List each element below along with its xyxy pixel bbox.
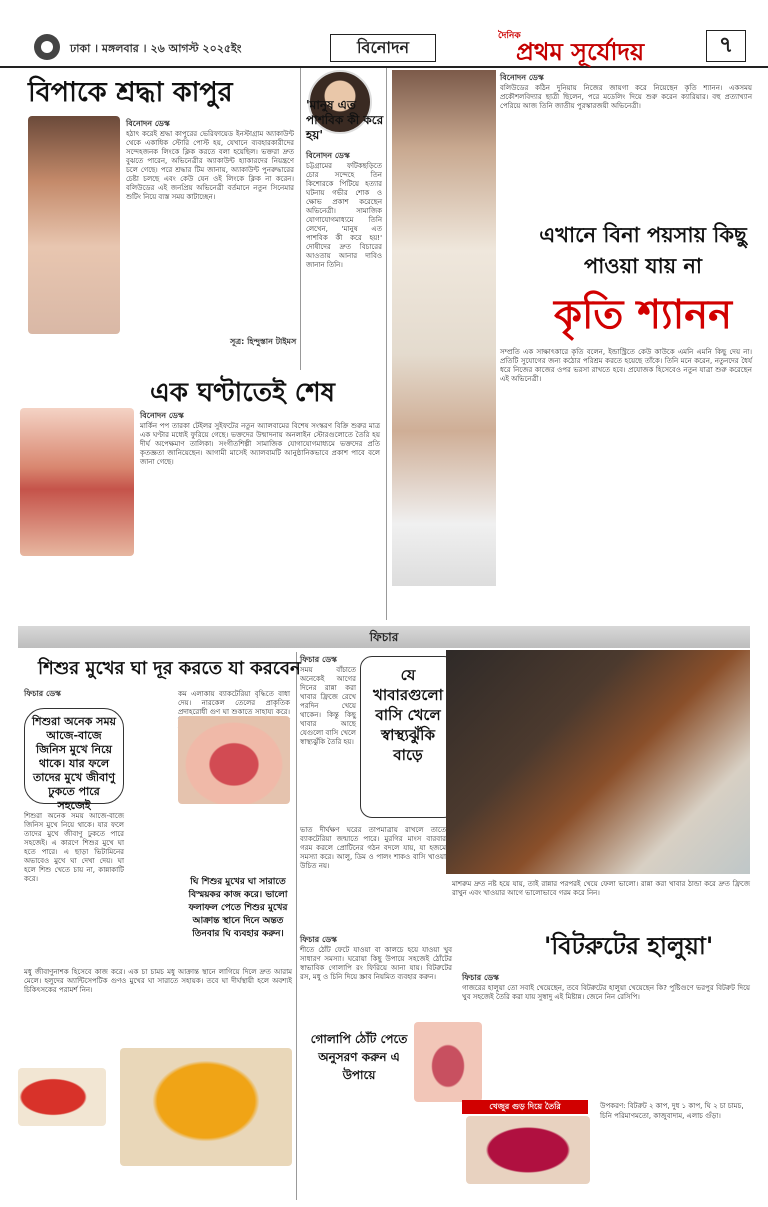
section-title: বিনোদন	[330, 34, 436, 62]
beet-halwa-headline: 'বিটরুটের হালুয়া'	[544, 932, 714, 960]
page-number: ৭	[706, 30, 746, 62]
kriti-name-headline: কৃতি শ্যানন	[554, 292, 732, 338]
child-sores-credit: ফিচার ডেস্ক	[24, 689, 61, 698]
shraddha-headline: বিপাকে শ্রদ্ধা কাপুর	[28, 77, 233, 108]
dateline: ঢাকা । মঙ্গলবার । ২৬ আগস্ট ২০২৫ইং	[70, 42, 242, 55]
stale-food-body-right: মাশরুম দ্রুত নষ্ট হয়ে যায়, তাই রান্নার পরপরই খেয়ে ফেলা ভালো। রান্না করা খাবার ঠান্ডা করে দ্রুত ফ্রিজে রাখুন এবং খাওয়ার আগে ভালোভাবে গরম করে নিন।	[452, 880, 750, 897]
kriti-photo	[392, 70, 496, 586]
stale-food-credit: ফিচার ডেস্ক	[300, 655, 337, 664]
beet-halwa-photo	[466, 1116, 590, 1184]
kriti-credit: বিনোদন ডেস্ক	[500, 73, 544, 82]
shraddha-credit: বিনোদন ডেস্ক	[126, 119, 170, 128]
kriti-body-top: বলিউডের কঠিন দুনিয়ায় নিজের জায়গা করে নিয়েছেন কৃতি শ্যানন। একসময় প্রকৌশলবিদ্যার ছাত্রী ছিলেন, পরে মডেলিং দিয়ে শুরু করেন ক্যারিয়ার। বহু প্রত্যাখ্যান পেরিয়ে আজ তিনি জাতীয় পুরস্কারজয়ী অভিনেত্রী।	[500, 84, 752, 110]
emblem-icon	[34, 34, 60, 60]
lips-highlight: গোলাপি ঠোঁট পেতে অনুসরণ করুন এ উপায়ে	[310, 1032, 408, 1082]
masthead-prefix: দৈনিক	[498, 31, 521, 41]
lips-body: শীতে ঠোঁট ফেটে যাওয়া বা কালচে হয়ে যাওয়া খুব সাধারণ সমস্যা। ঘরোয়া কিছু উপায়ে সহজেই ঠোঁটের স্বাভাবিক গোলাপি রং ফিরিয়ে আনা যায়। বিটরুটের রস, মধু ও চিনি দিয়ে স্ক্রাব নিয়মিত ব্যবহার করুন।	[300, 946, 452, 981]
lips-credit: ফিচার ডেস্ক	[300, 935, 337, 944]
beet-halwa-credit: ফিচার ডেস্ক	[462, 973, 499, 982]
masthead-name: প্রথম সূর্যোদয়	[516, 38, 645, 66]
child-sores-headline: শিশুর মুখের ঘা দূর করতে যা করবেন	[38, 658, 301, 679]
taylor-body: মার্কিন পপ তারকা টেইলর সুইফটের নতুন অ্যালবামের বিশেষ সংস্করণ বিক্রি শুরুর মাত্র এক ঘণ্টার মধ্যেই ফুরিয়ে গেছে। ভক্তদের উন্মাদনায় অনলাইন স্টোরগুলোতে তৈরি হয় দীর্ঘ অপেক্ষমাণ তালিকা। সংগীতশিল্পী সামাজিক যোগাযোগমাধ্যমে ভক্তদের প্রতি কৃতজ্ঞতা জানিয়েছেন। আগামী মাসেই অ্যালবামটি আনুষ্ঠানিকভাবে প্রকাশ পাবে বলে জানা গেছে।	[140, 422, 380, 466]
feature-section-band	[18, 626, 750, 648]
column-divider	[296, 652, 297, 1200]
child-sores-body-bottom: মধু জীবাণুনাশক হিসেবে কাজ করে। এক চা চামচ মধু আক্রান্ত স্থানে লাগিয়ে দিলে দ্রুত আরাম মেলে। হলুদের অ্যান্টিসেপটিক গুণও মুখের ঘা সারাতে সহায়ক। তবে ঘা দীর্ঘস্থায়ী হলে অবশ্যই চিকিৎসকের পরামর্শ নিন।	[24, 968, 292, 994]
child-sores-body-right: কম এলাকায় ব্যাকটেরিয়া বৃদ্ধিতে বাধা দেয়। নারকেল তেলের প্রাকৃতিক প্রদাহরোধী গুণ ঘা শুকাতে সাহায্য করে।	[178, 690, 290, 716]
stale-food-body-middle: ভাত দীর্ঘক্ষণ ঘরের তাপমাত্রায় রাখলে তাতে ব্যাকটেরিয়া জন্মাতে পারে। মুরগির মাংস বারবার গরম করলে প্রোটিনের গঠন বদলে যায়, যা হজমে সমস্যা করে। আলু, ডিম ও পালং শাকও বাসি খাওয়া উচিত নয়।	[300, 826, 446, 870]
column-divider	[386, 68, 387, 620]
quote-credit: বিনোদন ডেস্ক	[306, 151, 350, 160]
beet-halwa-body: গাজরের হালুয়া তো সবাই খেয়েছেন, তবে বিটরুটের হালুয়া খেয়েছেন কি? পুষ্টিগুণে ভরপুর বিটরুট দিয়ে খুব সহজেই তৈরি করা যায় সুস্বাদু এই মিষ্টান্ন। জেনে নিন রেসিপি।	[462, 984, 750, 1001]
masthead	[498, 28, 698, 64]
child-sores-highlight: শিশুরা অনেক সময় আজে-বাজে জিনিস মুখে নিয়ে থাকে। যার ফলে তাদের মুখে জীবাণু ঢুকতে পারে সহজেই	[24, 708, 124, 804]
beet-halwa-tag: খেজুর গুড় দিয়ে তৈরি	[462, 1100, 588, 1114]
tomato-photo	[18, 1068, 106, 1126]
feature-label: ফিচার	[369, 630, 399, 644]
child-sores-body-left: শিশুরা অনেক সময় আজে-বাজে জিনিস মুখে নিয়ে থাকে। যার ফলে তাদের মুখে জীবাণু ঢুকতে পারে সহজেই। এ কারণে শিশুর মুখে ঘা হতে পারে। এ ছাড়া ভিটামিনের অভাবেও মুখে ঘা দেখা দেয়। ঘা হলে শিশু খেতে চায় না, কান্নাকাটি করে।	[24, 812, 124, 883]
turmeric-photo	[120, 1048, 292, 1166]
kriti-subheadline: এখানে বিনা পয়সায় কিছু পাওয়া যায় না	[539, 223, 747, 278]
quote-headline: 'মানুষ এত পাশবিক কী করে হয়'	[306, 98, 384, 142]
stale-food-highlight: যে খাবারগুলো বাসি খেলে স্বাস্থ্যঝুঁকি বাড়ে	[360, 656, 456, 818]
chicken-skillet-photo	[446, 650, 750, 874]
shraddha-source: সূত্র: হিন্দুস্তান টাইমস	[230, 337, 297, 346]
child-sores-tip: ঘি শিশুর মুখের ঘা সারাতে বিস্ময়কর কাজ করে। ভালো ফলাফল পেতে শিশুর মুখের আক্রান্ত স্থানে দিনে অন্তত তিনবার ঘি ব্যবহার করুন।	[188, 877, 288, 939]
stale-food-body-top: সময় বাঁচাতে অনেকেই আগের দিনের রান্না করা খাবার ফ্রিজে রেখে পরদিন খেয়ে থাকেন। কিন্তু কিছু খাবার আছে যেগুলো বাসি খেলে স্বাস্থ্যঝুঁকি তৈরি হয়।	[300, 666, 356, 746]
quote-body: চট্টগ্রামের ফটিকছড়িতে চোর সন্দেহে তিন কিশোরকে পিটিয়ে হত্যার ঘটনায় গভীর শোক ও ক্ষোভ প্রকাশ করেছেন অভিনেত্রী। সামাজিক যোগাযোগমাধ্যমে তিনি লেখেন, 'মানুষ এত পাশবিক কী করে হয়!' দোষীদের দ্রুত বিচারের আওতায় আনার দাবিও জানান তিনি।	[306, 162, 382, 269]
taylor-headline: এক ঘণ্টাতেই শেষ	[150, 378, 335, 408]
mouth-photo	[178, 716, 290, 804]
kriti-body-bottom: সম্প্রতি এক সাক্ষাৎকারে কৃতি বলেন, ইন্ডাস্ট্রিতে কেউ কাউকে এমনি এমনি কিছু দেয় না। প্রতিটি সুযোগের জন্য কঠোর পরিশ্রম করতে হয়েছে তাঁকে। তিনি মনে করেন, নতুনদের ধৈর্য ধরে নিজের কাজের ওপর ভরসা রাখতে হবে। প্রযোজক হিসেবেও নতুন যাত্রা শুরু করেছেন এই অভিনেত্রী।	[500, 348, 752, 383]
beet-halwa-ingredients: উপকরণ: বিটরুট ২ কাপ, দুধ ১ কাপ, ঘি ২ চা চামচ, চিনি পরিমাণমতো, কাজুবাদাম, এলাচ গুঁড়া।	[600, 1102, 744, 1120]
page-header	[0, 0, 768, 68]
column-divider	[300, 68, 301, 370]
shraddha-body: হঠাৎ করেই শ্রদ্ধা কাপুরের ভেরিফায়েড ইনস্টাগ্রাম অ্যাকাউন্ট থেকে একাধিক স্টোরি পোস্ট হয়, যেখানে ব্যবহারকারীদের সন্দেহজনক লিংকে ক্লিক করতে বলা হয়েছিল। ভক্তরা দ্রুত বুঝতে পারেন, অভিনেত্রীর অ্যাকাউন্ট হ্যাকারদের নিয়ন্ত্রণে চলে গেছে। পরে শ্রদ্ধার টিম জানায়, অ্যাকাউন্ট পুনরুদ্ধারের চেষ্টা চলছে এবং কেউ যেন ওই লিংকে ক্লিক না করেন। বলিউডের এই জনপ্রিয় অভিনেত্রী বর্তমানে নতুন সিনেমার শুটিং নিয়ে ব্যস্ত সময় কাটাচ্ছেন।	[126, 130, 294, 201]
taylor-credit: বিনোদন ডেস্ক	[140, 411, 184, 420]
shraddha-photo	[28, 116, 120, 334]
taylor-photo	[20, 408, 134, 556]
